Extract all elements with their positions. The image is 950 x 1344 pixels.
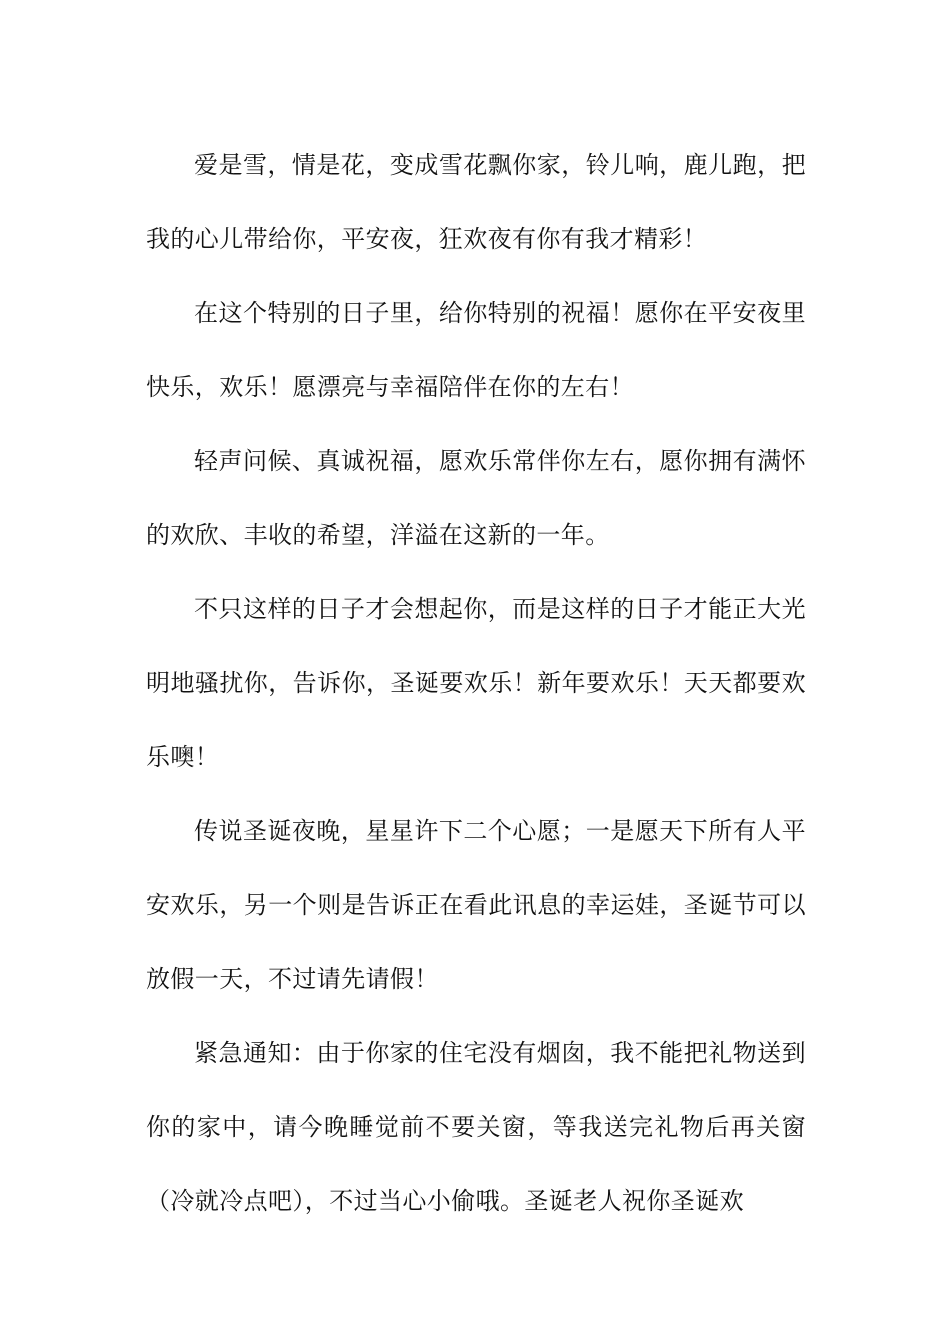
paragraph-6: 紧急通知：由于你家的住宅没有烟囱，我不能把礼物送到你的家中，请今晚睡觉前不要关窗，等我送完礼物后再关窗（冷就冷点吧），不过当心小偷哦。圣诞老人祝你圣诞欢 [146, 1039, 806, 1215]
paragraph-3: 轻声问候、真诚祝福，愿欢乐常伴你左右，愿你拥有满怀的欢欣、丰收的希望，洋溢在这新的一年。 [146, 447, 806, 549]
paragraph-5: 传说圣诞夜晚，星星许下二个心愿；一是愿天下所有人平安欢乐，另一个则是告诉正在看此讯息的幸运娃，圣诞节可以放假一天，不过请先请假！ [146, 817, 806, 993]
document-body [146, 128, 806, 1238]
paragraph-1: 爱是雪，情是花，变成雪花飘你家，铃儿响，鹿儿跑，把我的心儿带给你，平安夜，狂欢夜有你有我才精彩！ [146, 151, 806, 253]
paragraph-4: 不只这样的日子才会想起你，而是这样的日子才能正大光明地骚扰你，告诉你，圣诞要欢乐！新年要欢乐！天天都要欢乐噢！ [146, 595, 806, 771]
paragraph-2: 在这个特别的日子里，给你特别的祝福！愿你在平安夜里快乐，欢乐！愿漂亮与幸福陪伴在你的左右！ [146, 299, 806, 401]
